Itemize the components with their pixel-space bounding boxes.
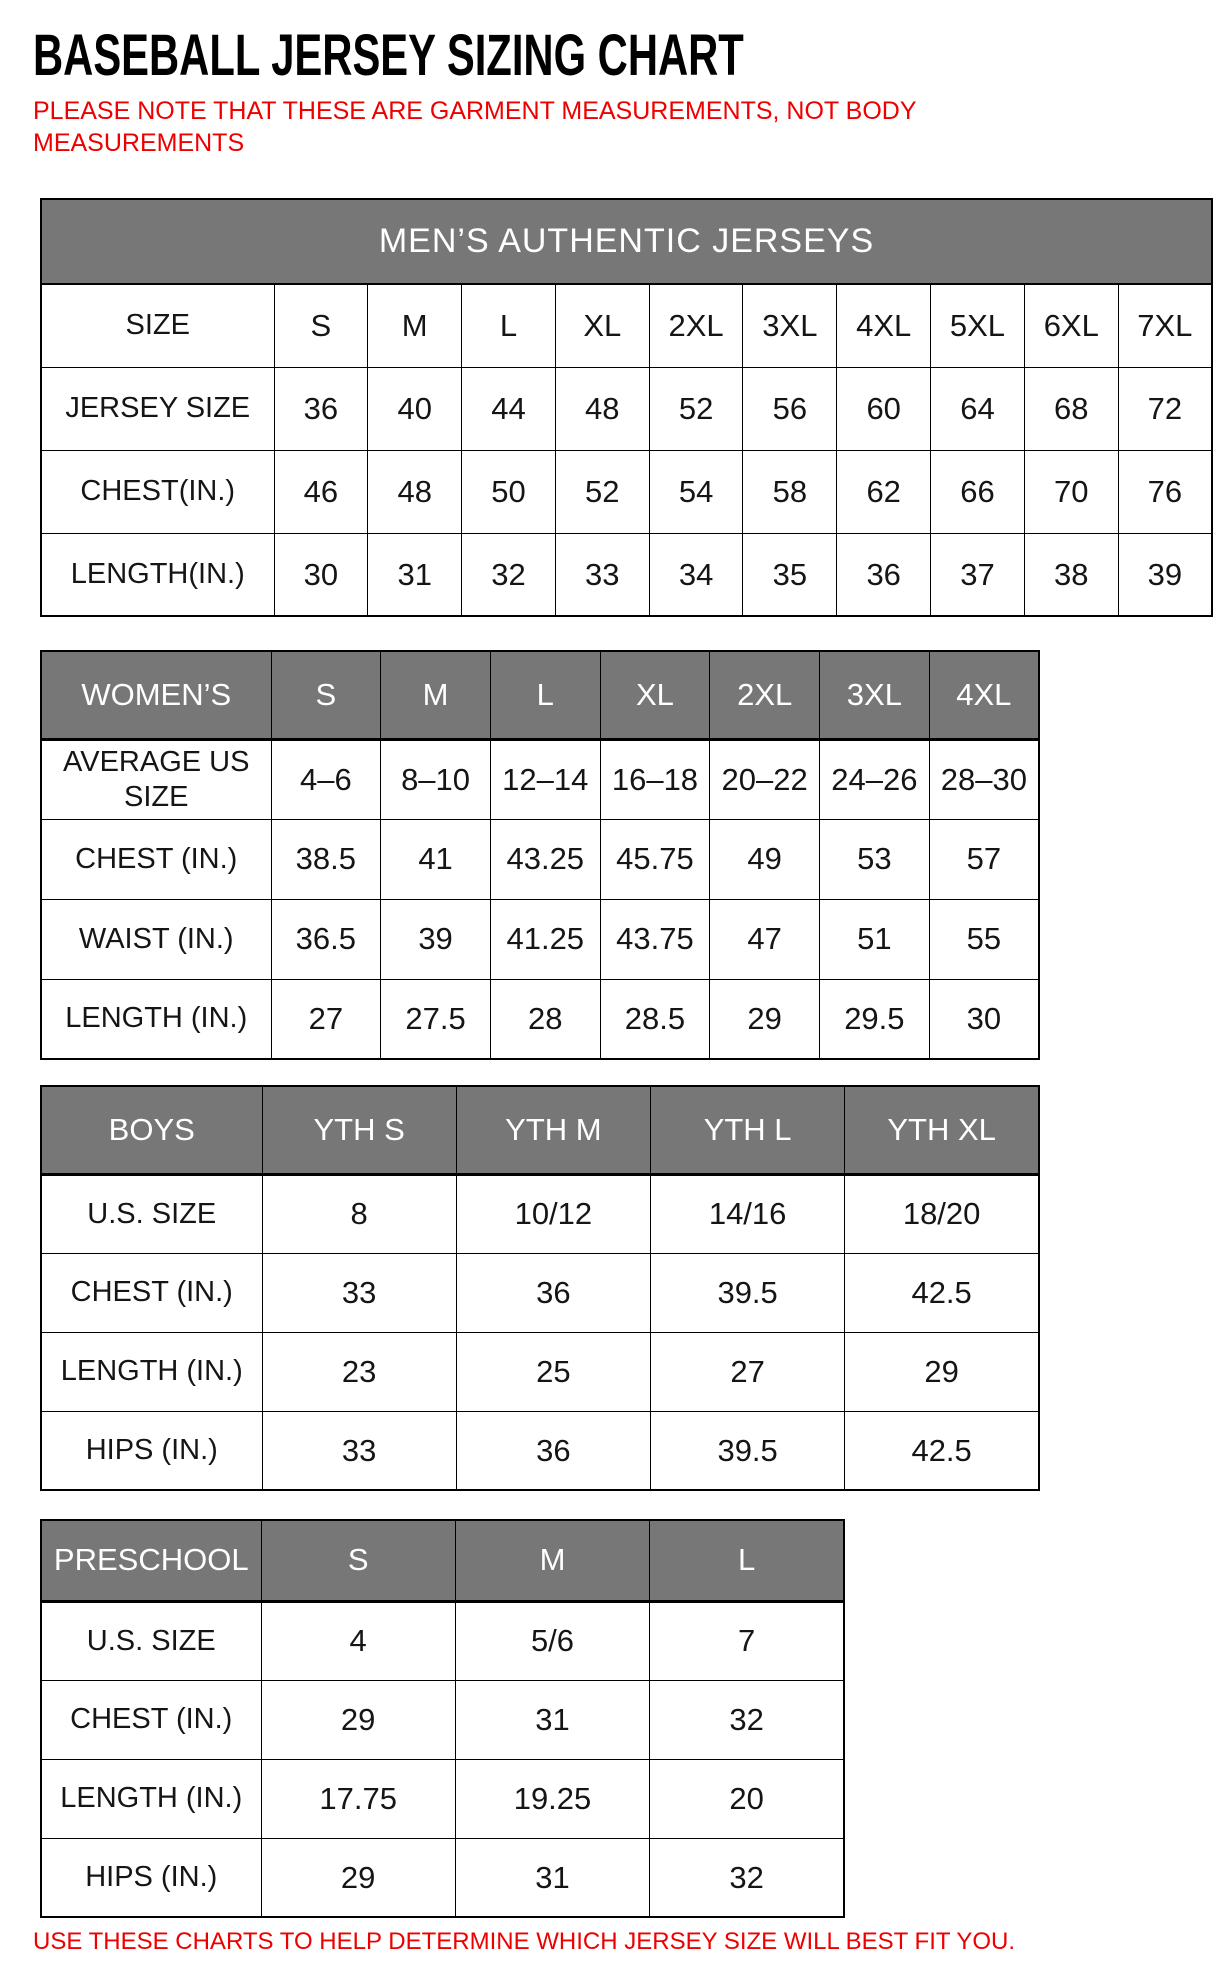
boys-table-header-label: BOYS [41, 1086, 262, 1174]
value-cell: 4–6 [271, 739, 381, 819]
size-column-header: YTH L [651, 1086, 845, 1174]
value-cell: 43.75 [600, 899, 710, 979]
value-cell: 27 [271, 979, 381, 1059]
value-cell: 25 [456, 1332, 650, 1411]
value-cell: 33 [262, 1411, 456, 1490]
value-cell: 29 [261, 1838, 455, 1917]
value-cell: 8 [262, 1174, 456, 1253]
row-label: WAIST (IN.) [41, 899, 271, 979]
value-cell: 24–26 [820, 739, 930, 819]
table-row [41, 899, 1039, 979]
row-label: LENGTH (IN.) [41, 1759, 261, 1838]
row-label: CHEST (IN.) [41, 1680, 261, 1759]
table-row [41, 450, 1212, 533]
row-label: LENGTH(IN.) [41, 533, 274, 616]
value-cell: 46 [274, 450, 368, 533]
value-cell: 39.5 [651, 1411, 845, 1490]
value-cell: 39.5 [651, 1253, 845, 1332]
value-cell: 41 [381, 819, 491, 899]
value-cell: 28 [490, 979, 600, 1059]
value-cell: 35 [743, 533, 837, 616]
value-cell: 27.5 [381, 979, 491, 1059]
value-cell: 36 [274, 367, 368, 450]
value-cell: 32 [462, 533, 556, 616]
value-cell: 27 [651, 1332, 845, 1411]
value-cell: 32 [650, 1680, 844, 1759]
value-cell: 54 [649, 450, 743, 533]
mens-table-banner: MEN’S AUTHENTIC JERSEYS [41, 199, 1212, 284]
value-cell: 34 [649, 533, 743, 616]
size-column-header: YTH S [262, 1086, 456, 1174]
row-label: LENGTH (IN.) [41, 979, 271, 1059]
row-label: U.S. SIZE [41, 1601, 261, 1680]
table-row [41, 284, 1212, 367]
value-cell: 7XL [1118, 284, 1212, 367]
value-cell: 51 [820, 899, 930, 979]
size-column-header: M [381, 651, 491, 739]
boys-sizing-table [40, 1085, 1040, 1491]
value-cell: 16–18 [600, 739, 710, 819]
value-cell: 47 [710, 899, 820, 979]
value-cell: 4XL [837, 284, 931, 367]
value-cell: 31 [455, 1680, 649, 1759]
value-cell: 28.5 [600, 979, 710, 1059]
value-cell: 39 [381, 899, 491, 979]
value-cell: 5/6 [455, 1601, 649, 1680]
value-cell: 20 [650, 1759, 844, 1838]
size-column-header: XL [600, 651, 710, 739]
value-cell: 42.5 [845, 1411, 1039, 1490]
table-row [41, 367, 1212, 450]
row-label: HIPS (IN.) [41, 1838, 261, 1917]
value-cell: 40 [368, 367, 462, 450]
size-column-header: 4XL [929, 651, 1039, 739]
value-cell: 53 [820, 819, 930, 899]
value-cell: 48 [368, 450, 462, 533]
preschool-sizing-table [40, 1519, 845, 1918]
row-label: SIZE [41, 284, 274, 367]
value-cell: 28–30 [929, 739, 1039, 819]
value-cell: 43.25 [490, 819, 600, 899]
value-cell: 52 [555, 450, 649, 533]
size-column-header: S [261, 1520, 455, 1601]
size-column-header: M [455, 1520, 649, 1601]
fit-advice-note: USE THESE CHARTS TO HELP DETERMINE WHICH JERSEY SIZE WILL BEST FIT YOU. [33, 1928, 1016, 1955]
value-cell: 57 [929, 819, 1039, 899]
size-column-header: 3XL [820, 651, 930, 739]
value-cell: 31 [455, 1838, 649, 1917]
value-cell: 8–10 [381, 739, 491, 819]
table-row [41, 1601, 844, 1680]
row-label: CHEST (IN.) [41, 819, 271, 899]
table-row [41, 979, 1039, 1059]
value-cell: 19.25 [455, 1759, 649, 1838]
size-column-header: L [650, 1520, 844, 1601]
value-cell: 18/20 [845, 1174, 1039, 1253]
value-cell: 72 [1118, 367, 1212, 450]
row-label: CHEST (IN.) [41, 1253, 262, 1332]
page-title: BASEBALL JERSEY SIZING CHART [33, 23, 744, 88]
value-cell: 30 [929, 979, 1039, 1059]
table-row [41, 1174, 1039, 1253]
value-cell: XL [555, 284, 649, 367]
value-cell: 39 [1118, 533, 1212, 616]
value-cell: 36 [456, 1411, 650, 1490]
value-cell: 56 [743, 367, 837, 450]
row-label: LENGTH (IN.) [41, 1332, 262, 1411]
value-cell: 4 [261, 1601, 455, 1680]
row-label: CHEST(IN.) [41, 450, 274, 533]
table-row [41, 1332, 1039, 1411]
size-column-header: L [490, 651, 600, 739]
value-cell: 60 [837, 367, 931, 450]
value-cell: 70 [1024, 450, 1118, 533]
value-cell: 31 [368, 533, 462, 616]
value-cell: 44 [462, 367, 556, 450]
table-row [41, 533, 1212, 616]
value-cell: 6XL [1024, 284, 1118, 367]
table-row [41, 1838, 844, 1917]
value-cell: 14/16 [651, 1174, 845, 1253]
preschool-table-header-row [41, 1520, 844, 1601]
value-cell: 49 [710, 819, 820, 899]
table-row [41, 1680, 844, 1759]
row-label: HIPS (IN.) [41, 1411, 262, 1490]
value-cell: S [274, 284, 368, 367]
size-column-header: S [271, 651, 381, 739]
row-label: U.S. SIZE [41, 1174, 262, 1253]
value-cell: L [462, 284, 556, 367]
value-cell: 20–22 [710, 739, 820, 819]
value-cell: 58 [743, 450, 837, 533]
value-cell: 29.5 [820, 979, 930, 1059]
value-cell: 37 [931, 533, 1025, 616]
mens-sizing-table [40, 198, 1213, 617]
value-cell: 29 [710, 979, 820, 1059]
size-column-header: 2XL [710, 651, 820, 739]
value-cell: 66 [931, 450, 1025, 533]
value-cell: 45.75 [600, 819, 710, 899]
value-cell: 32 [650, 1838, 844, 1917]
value-cell: 17.75 [261, 1759, 455, 1838]
value-cell: 68 [1024, 367, 1118, 450]
value-cell: 55 [929, 899, 1039, 979]
value-cell: 5XL [931, 284, 1025, 367]
value-cell: 64 [931, 367, 1025, 450]
womens-table-header-label: WOMEN’S [41, 651, 271, 739]
table-row [41, 819, 1039, 899]
value-cell: 62 [837, 450, 931, 533]
value-cell: 23 [262, 1332, 456, 1411]
size-column-header: YTH M [456, 1086, 650, 1174]
value-cell: 2XL [649, 284, 743, 367]
preschool-table-header-label: PRESCHOOL [41, 1520, 261, 1601]
value-cell: 50 [462, 450, 556, 533]
value-cell: 38.5 [271, 819, 381, 899]
value-cell: 10/12 [456, 1174, 650, 1253]
value-cell: 76 [1118, 450, 1212, 533]
mens-table-banner-row [41, 199, 1212, 284]
boys-table-header-row [41, 1086, 1039, 1174]
value-cell: 48 [555, 367, 649, 450]
value-cell: 41.25 [490, 899, 600, 979]
womens-table-header-row [41, 651, 1039, 739]
value-cell: 29 [845, 1332, 1039, 1411]
size-column-header: YTH XL [845, 1086, 1039, 1174]
value-cell: 36 [837, 533, 931, 616]
value-cell: 52 [649, 367, 743, 450]
value-cell: 33 [555, 533, 649, 616]
value-cell: 33 [262, 1253, 456, 1332]
value-cell: 36 [456, 1253, 650, 1332]
value-cell: 38 [1024, 533, 1118, 616]
value-cell: 12–14 [490, 739, 600, 819]
value-cell: 3XL [743, 284, 837, 367]
value-cell: 42.5 [845, 1253, 1039, 1332]
table-row [41, 1411, 1039, 1490]
womens-sizing-table [40, 650, 1040, 1060]
value-cell: 30 [274, 533, 368, 616]
value-cell: 29 [261, 1680, 455, 1759]
garment-measurements-note: PLEASE NOTE THAT THESE ARE GARMENT MEASUREMENTS, NOT BODY MEASUREMENTS [33, 97, 917, 157]
value-cell: M [368, 284, 462, 367]
row-label: AVERAGE US SIZE [41, 739, 271, 819]
table-row [41, 1253, 1039, 1332]
row-label: JERSEY SIZE [41, 367, 274, 450]
table-row [41, 1759, 844, 1838]
value-cell: 7 [650, 1601, 844, 1680]
value-cell: 36.5 [271, 899, 381, 979]
table-row [41, 739, 1039, 819]
